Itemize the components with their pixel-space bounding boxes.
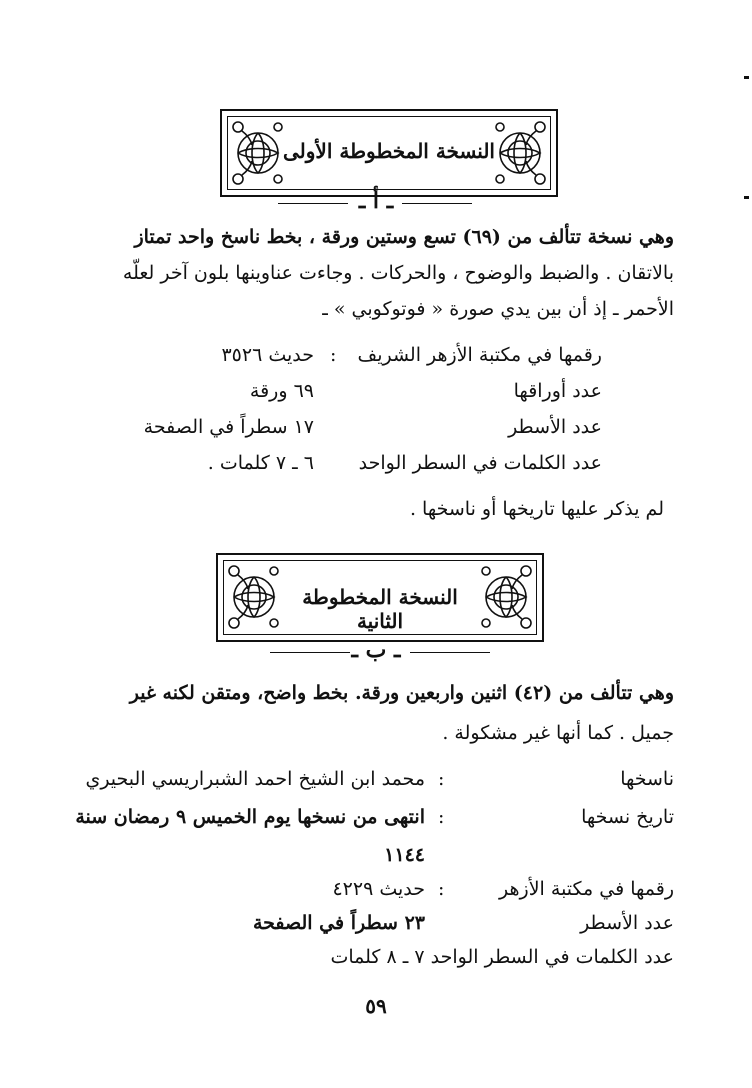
row-colon: : (438, 768, 445, 790)
manuscript-2-heading: النسخة المخطوطة الثانية (302, 585, 458, 633)
m2-para-line-1: وهي تتألف من (٤٢) اثنين واربعين ورقة. بخط واضح، ومتقن لكنه غير (129, 682, 674, 704)
margin-mark (744, 76, 749, 79)
manuscript-1-heading: النسخة المخطوطة الأولى (283, 139, 495, 163)
manuscript-2-letter: ـ ب ـ (351, 637, 401, 663)
row-label: عدد أوراقها (513, 380, 602, 402)
row-label: عدد الأسطر (580, 912, 674, 934)
row-label: تاريخ نسخها (581, 806, 674, 828)
row-label: رقمها في مكتبة الأزهر الشريف (357, 344, 602, 366)
row-value: ٦٩ ورقة (249, 380, 314, 402)
heading-frame-2 (216, 553, 544, 642)
row-label: عدد الكلمات في السطر الواحد (358, 452, 602, 474)
row-value: ٢٣ سطراً في الصفحة (252, 912, 425, 934)
m1-para-line-1: وهي نسخة تتألف من (٦٩) تسع وستين ورقة ، بخط ناسخ واحد تمتاز (134, 226, 674, 248)
floral-ornament-left (228, 117, 288, 189)
m2-para-line-2: جميل . كما أنها غير مشكولة . (442, 722, 674, 744)
row-colon: : (438, 878, 445, 900)
floral-ornament-right (490, 117, 550, 189)
m2-last-line: عدد الكلمات في السطر الواحد ٧ ـ ٨ كلمات (330, 946, 674, 968)
row-value: حديث ٣٥٢٦ (221, 344, 314, 366)
page-number: ٥٩ (365, 994, 387, 1018)
row-label: عدد الأسطر (508, 416, 602, 438)
row-label: رقمها في مكتبة الأزهر (499, 878, 674, 900)
row-value: محمد ابن الشيخ احمد الشبراريسي البحيري (85, 768, 425, 790)
floral-ornament-left (224, 561, 284, 633)
row-colon: : (330, 344, 337, 366)
row-value: ٦ ـ ٧ كلمات . (207, 452, 314, 474)
m1-note: لم يذكر عليها تاريخها أو ناسخها . (409, 498, 664, 520)
m1-para-line-2: بالاتقان . والضبط والوضوح ، والحركات . وجاءت عناوينها بلون آخر لعلّه (122, 262, 674, 284)
row-value: حديث ٤٢٢٩ (332, 878, 425, 900)
row-colon: : (438, 806, 445, 828)
row-label: ناسخها (620, 768, 674, 790)
floral-ornament-right (476, 561, 536, 633)
row-value: انتهى من نسخها يوم الخميس ٩ رمضان سنة (75, 806, 425, 828)
manuscript-1-letter: ـ أ ـ (358, 188, 394, 214)
row-value: ١٧ سطراً في الصفحة (143, 416, 314, 438)
m1-para-line-3: الأحمر ـ إذ أن بين يدي صورة « فوتوكوبي » ـ (322, 298, 674, 320)
heading-frame-1 (220, 109, 558, 197)
row-value: ١١٤٤ (384, 844, 425, 866)
